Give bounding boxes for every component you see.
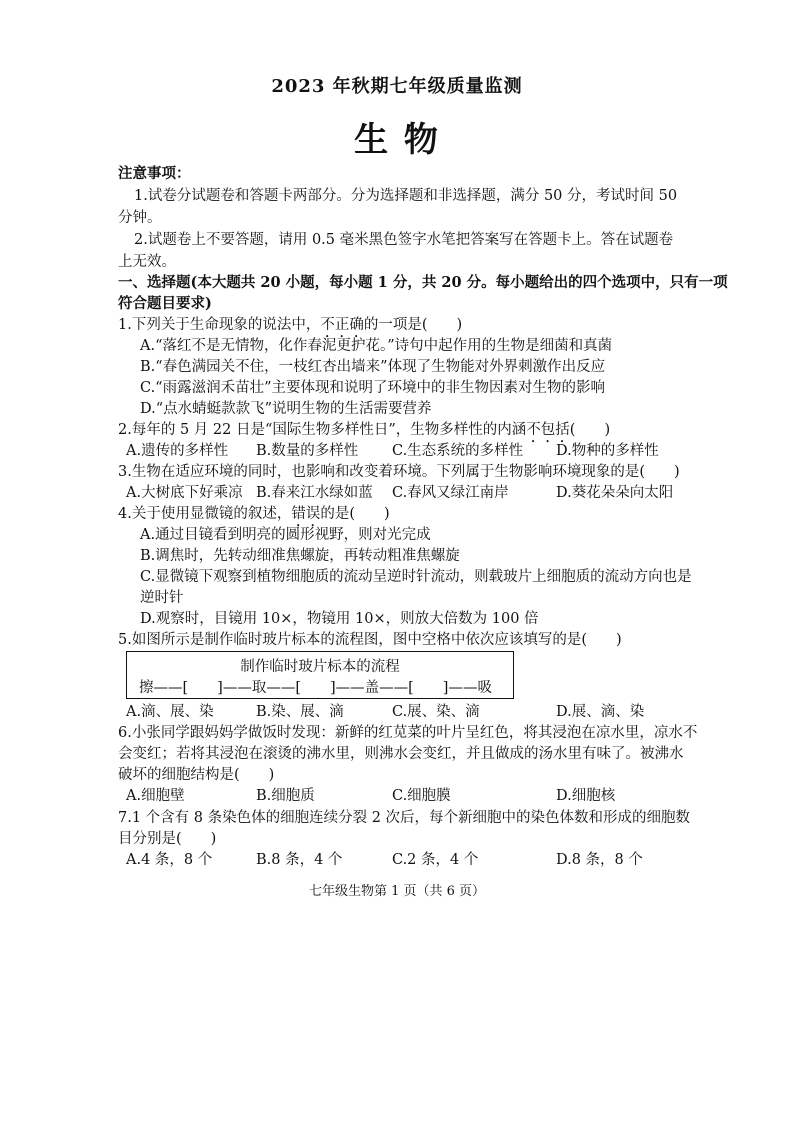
question-5-option-a: A.滴、展、染 (126, 704, 214, 720)
question-4-stem: 4.关于使用显微镜的叙述，错误的是( ) (118, 506, 390, 522)
subject-title: 生 物 (354, 120, 440, 160)
question-2-option-a: A.遗传的多样性 (126, 443, 229, 459)
page-footer: 七年级生物第 1 页（共 6 页） (308, 884, 486, 899)
question-7-stem-a: 7.1 个含有 8 条染色体的细胞连续分裂 2 次后，每个新细胞中的染色体数和形成的细胞数 (118, 810, 691, 826)
question-2-option-b: B.数量的多样性 (256, 443, 359, 459)
question-2-option-c: C.生态系统的多样性 (392, 443, 524, 459)
emphasis-mark: 不包括 (526, 422, 570, 438)
emphasis-mark: 错误 (291, 506, 321, 522)
question-6-option-b: B.细胞质 (256, 788, 315, 804)
exam-title: 2023 年秋期七年级质量监测 (271, 76, 523, 97)
question-5-option-b: B.染、展、滴 (256, 704, 344, 720)
question-7-stem-b: 目分别是( ) (118, 831, 217, 847)
question-3-option-c: C.春风又绿江南岸 (392, 485, 509, 501)
section-heading-a: 一、选择题(本大题共 20 小题，每小题 1 分，共 20 分。每小题给出的四个选项中，只有一项 (118, 274, 728, 291)
question-2-stem: 2.每年的 5 月 22 日是“国际生物多样性日”，生物多样性的内涵不包括( ) (118, 422, 611, 438)
question-5-option-c: C.展、染、滴 (392, 704, 480, 720)
question-5-stem: 5.如图所示是制作临时玻片标本的流程图，图中空格中依次应该填写的是( ) (118, 632, 622, 648)
question-6-stem-c: 破坏的细胞结构是( ) (118, 767, 275, 783)
question-5-option-d: D.展、滴、染 (556, 704, 645, 720)
question-6-option-a: A.细胞壁 (126, 788, 185, 804)
question-4-option-a: A.通过目镜看到明亮的圆形视野，则对光完成 (140, 527, 431, 543)
notice-item-2b: 上无效。 (118, 254, 176, 270)
question-1-stem: 1.下列关于生命现象的说法中，不正确的一项是( ) (118, 317, 463, 333)
question-4-option-b: B.调焦时，先转动细准焦螺旋，再转动粗准焦螺旋 (140, 548, 460, 564)
emphasis-mark: 不正确 (320, 317, 364, 333)
question-7-option-c: C.2 条，4 个 (392, 852, 479, 868)
flowchart-box (126, 651, 514, 699)
notice-item-2a: 2.试题卷上不要答题，请用 0.5 毫米黑色签字水笔把答案写在答题卡上。答在试题卷 (134, 232, 674, 248)
question-7-option-b: B.8 条，4 个 (256, 852, 343, 868)
flowchart-steps: 擦——[ ]——取——[ ]——盖——[ ]——吸 (139, 680, 492, 696)
question-6-stem-b: 会变红；若将其浸泡在滚烫的沸水里，则沸水会变红，并且做成的汤水里有味了。被沸水 (118, 746, 684, 762)
question-4-option-c-a: C.显微镜下观察到植物细胞质的流动呈逆时针流动，则载玻片上细胞质的流动方向也是 (140, 569, 692, 585)
notice-item-1b: 分钟。 (118, 210, 162, 226)
question-6-option-c: C.细胞膜 (392, 788, 451, 804)
question-3-option-b: B.春来江水绿如蓝 (256, 485, 373, 501)
question-3-stem: 3.生物在适应环境的同时，也影响和改变着环境。下列属于生物影响环境现象的是( ) (118, 464, 680, 480)
question-6-option-d: D.细胞核 (556, 788, 616, 804)
question-7-option-d: D.8 条，8 个 (556, 852, 643, 868)
notice-heading: 注意事项： (118, 165, 191, 182)
question-6-stem-a: 6.小张同学跟妈妈学做饭时发现：新鲜的红苋菜的叶片呈红色，将其浸泡在凉水里，凉水不 (118, 725, 698, 741)
question-7-option-a: A.4 条，8 个 (126, 852, 213, 868)
question-4-option-d: D.观察时，目镜用 10×，物镜用 10×，则放大倍数为 100 倍 (140, 611, 539, 627)
question-1-option-d: D.“点水蜻蜓款款飞”说明生物的生活需要营养 (140, 401, 432, 417)
question-1-option-a: A.“落红不是无情物，化作春泥更护花。”诗句中起作用的生物是细菌和真菌 (140, 338, 613, 354)
section-heading-b: 符合题目要求) (118, 295, 212, 312)
question-1-option-b: B.“春色满园关不住，一枝红杏出墙来”体现了生物能对外界刺激作出反应 (140, 359, 606, 375)
question-4-option-c-b: 逆时针 (140, 590, 184, 606)
question-1-option-c: C.“雨露滋润禾苗壮”主要体现和说明了环境中的非生物因素对生物的影响 (140, 380, 606, 396)
question-3-option-d: D.葵花朵朵向太阳 (556, 485, 674, 501)
notice-item-1a: 1.试卷分试题卷和答题卡两部分。分为选择题和非选择题，满分 50 分，考试时间 50 (134, 188, 678, 204)
flowchart-title: 制作临时玻片标本的流程 (240, 659, 400, 675)
question-3-option-a: A.大树底下好乘凉 (126, 485, 243, 501)
question-2-option-d: D.物种的多样性 (556, 443, 659, 459)
